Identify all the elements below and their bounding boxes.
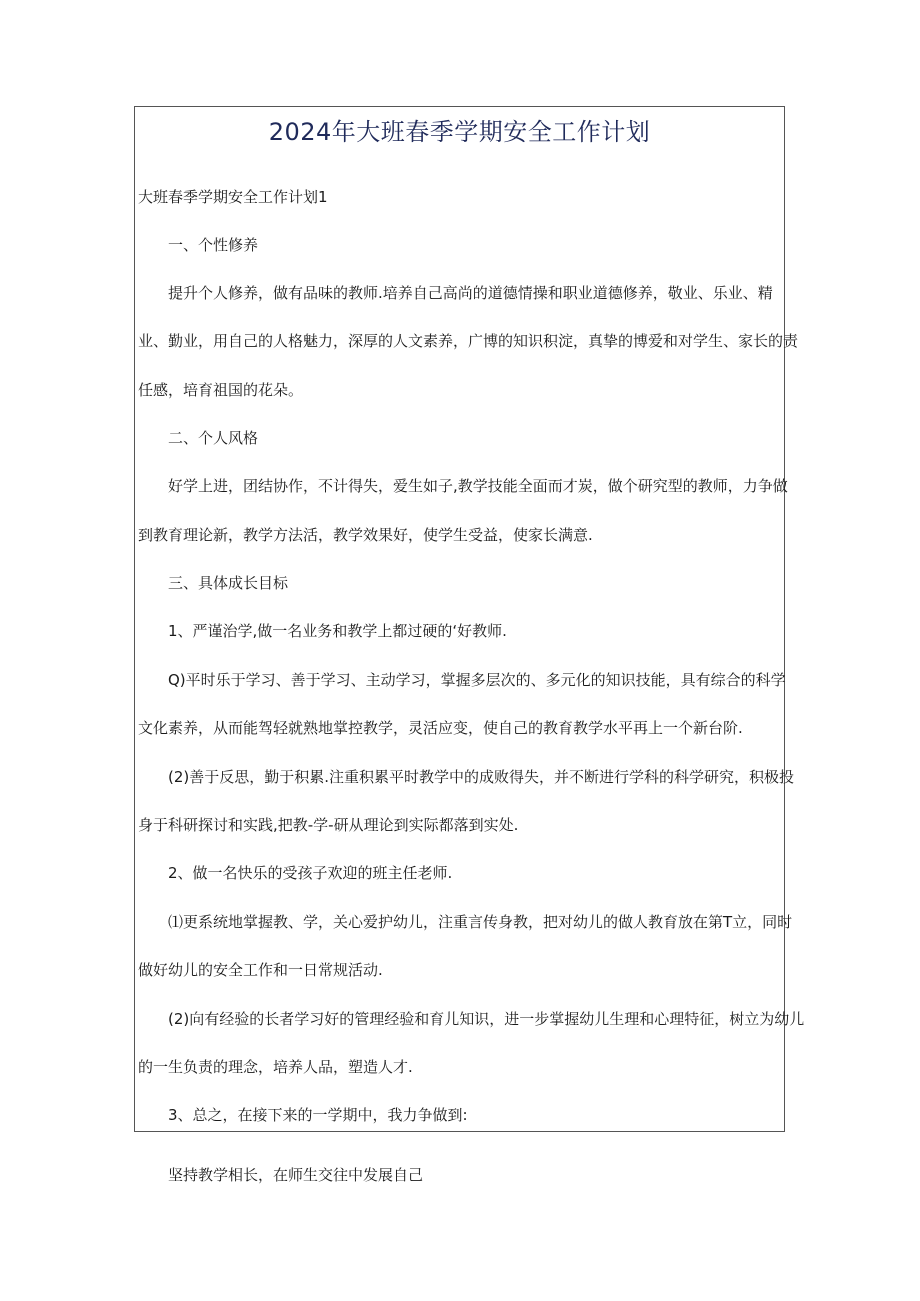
paragraph-line: (2)善于反思，勤于积累.注重积累平时教学中的成败得失，并不断进行学科的科学研究，积极投: [168, 768, 795, 786]
goal-item-1: 1、严谨治学,做一名业务和教学上都过硬的‘好教师.: [168, 622, 507, 640]
paragraph-line: 任感，培育祖国的花朵。: [138, 381, 304, 399]
paragraph-line: 到教育理论新，教学方法活，教学效果好，使学生受益，使家长满意.: [138, 526, 593, 544]
paragraph-line: 身于科研探讨和实践,把教-学-研从理论到实际都落到实处.: [138, 816, 519, 834]
paragraph-line: 业、勤业，用自己的人格魅力，深厚的人文素养，广博的知识积淀，真挚的博爱和对学生、家长的责: [138, 332, 799, 350]
section-heading-1: 一、个性修养: [168, 236, 259, 254]
paragraph-below-frame: 坚持教学相长，在师生交往中发展自己: [168, 1166, 424, 1184]
paragraph-line: (2)向有经验的长者学习好的管理经验和育儿知识，进一步掌握幼儿生理和心理特征，树立为幼儿: [168, 1010, 805, 1028]
paragraph-line: 提升个人修养，做有品味的教师.培养自己高尚的道德情操和职业道德修养，敬业、乐业、精: [168, 284, 773, 302]
document-title: 2024年大班春季学期安全工作计划: [268, 118, 651, 146]
paragraph-line: 的一生负责的理念，培养人品，塑造人才.: [138, 1058, 413, 1076]
paragraph-line: ⑴更系统地掌握教、学，关心爱护幼儿，注重言传身教，把对幼儿的做人教育放在第T立，同时: [168, 913, 793, 931]
goal-item-3: 3、总之，在接下来的一学期中，我力争做到:: [168, 1106, 468, 1124]
section-heading-3: 三、具体成长目标: [168, 574, 289, 592]
paragraph-line: 做好幼儿的安全工作和一日常规活动.: [138, 961, 383, 979]
paragraph-line: 好学上进，团结协作，不计得失，爱生如子,教学技能全面而才炭，做个研究型的教师，力争做: [168, 477, 788, 495]
paragraph-line: 文化素养，从而能驾轻就熟地掌控教学，灵活应变，使自己的教育教学水平再上一个新台阶.: [138, 719, 743, 737]
paragraph-line: Q)平时乐于学习、善于学习、主动学习，掌握多层次的、多元化的知识技能，具有综合的科学: [168, 671, 786, 689]
document-subtitle: 大班春季学期安全工作计划1: [138, 188, 328, 206]
goal-item-2: 2、做一名快乐的受孩子欢迎的班主任老师.: [168, 864, 453, 882]
section-heading-2: 二、个人风格: [168, 429, 259, 447]
